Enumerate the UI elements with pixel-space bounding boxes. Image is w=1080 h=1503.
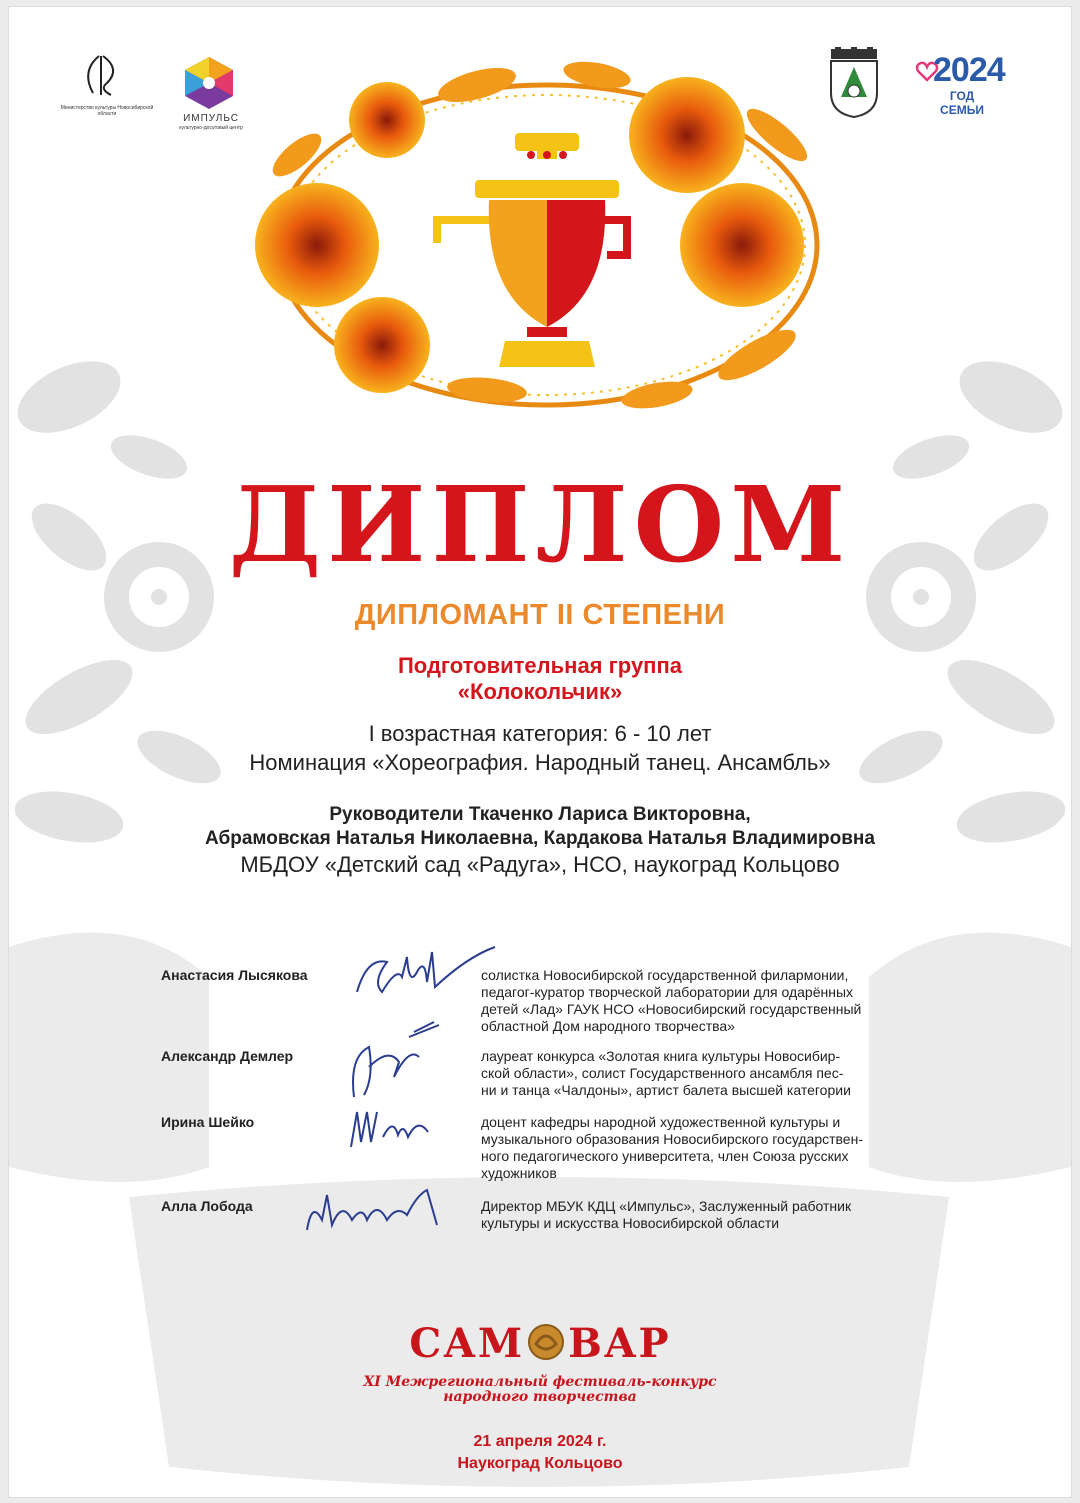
signature-1-icon [347,937,497,1007]
jury-desc-2-line: ской области», солист Государственного ансамбля пес- [481,1065,844,1081]
diploma-title: ДИПЛОМ [228,463,852,586]
jury-desc-3-line: ного педагогического университета, член Союза русских [481,1148,849,1164]
jury-desc-1-line: областной Дом народного творчества» [481,1018,735,1034]
group-name [9,653,1071,705]
signature-3-icon [343,1097,433,1157]
jury-desc-1 [481,967,951,1035]
ministry-logo-caption: Министерство культуры Новосибирской области [60,105,154,117]
pretzel-icon [526,1322,566,1362]
group-line-2: «Колокольчик» [457,679,623,704]
jury-desc-2-line: лауреат конкурса «Золотая книга культуры Новосибир- [481,1048,841,1064]
leaders-line-1: Руководители Ткаченко Лариса Викторовна, [329,804,751,825]
jury-desc-3-line: художников [481,1165,557,1181]
jury-desc-1-line: солистка Новосибирской государственной филармонии, [481,967,849,983]
impulse-logo-icon [181,55,237,111]
jury-name-2: Александр Демлер [161,1048,294,1064]
jury-name-3: Ирина Шейко [161,1114,255,1130]
signature-4-icon [297,1175,447,1245]
event-place: Наукоград Кольцово [457,1455,623,1472]
jury-desc-3 [481,1114,951,1182]
khokhloma-wreath-icon [237,45,857,425]
event-date: 21 апреля 2024 г. [473,1433,607,1450]
jury-name-1: Анастасия Лысякова [161,967,308,983]
jury-desc-3-line: доцент кафедры народной художественной культуры и [481,1114,841,1130]
jury-desc-4-line: культуры и искусства Новосибирской области [481,1215,780,1231]
samovar-logo-part1: САМ [409,1320,525,1367]
samovar-festival-logo [9,1320,1071,1367]
jury-name-4: Алла Лобода [161,1198,253,1214]
jury-desc-2-line: ни и танца «Чалдоны», артист балета высшей категории [481,1082,851,1098]
leaders-line-2: Абрамовская Наталья Николаевна, Кардакова Наталья Владимировна [205,828,875,849]
age-category: I возрастная категория: 6 - 10 лет [368,721,712,746]
group-line-1: Подготовительная группа [397,653,682,678]
jury-desc-4-line: Директор МБУК КДЦ «Импульс», Заслуженный работник [481,1198,852,1214]
signature-2-icon [339,1017,449,1107]
jury-desc-1-line: педагог-куратор творческой лаборатории для одарённых [481,984,854,1000]
impulse-logo-name: ИМПУЛЬС [183,113,239,124]
samovar-logo-part2: ВАР [568,1320,671,1367]
festival-line-2: народного творчества [443,1389,637,1405]
date-place [9,1431,1071,1475]
jury-desc-1-line: детей «Лад» ГАУК НСО «Новосибирский государственный [481,1001,862,1017]
ministry-logo-icon [71,51,141,101]
organization: МБДОУ «Детский сад «Радуга», НСО, наукоград Кольцово [240,852,840,877]
nomination: Номинация «Хореография. Народный танец. Ансамбль» [249,750,831,775]
diploma-page [8,6,1072,1498]
leaders-block [9,803,1071,878]
festival-line-1: XI Межрегиональный фестиваль-конкурс [363,1374,717,1390]
jury-desc-3-line: музыкального образования Новосибирского государствен- [481,1131,863,1147]
festival-caption [9,1375,1071,1405]
jury-desc-4 [481,1198,951,1232]
year-of-family-caption: ГОД СЕМЬИ [940,89,984,117]
diploma-degree: ДИПЛОМАНТ II СТЕПЕНИ [354,599,726,631]
impulse-logo-sub: культурно-досуговый центр [179,125,243,131]
year-of-family-number: 2024 [933,51,1005,89]
jury-desc-2 [481,1048,951,1099]
category-block [9,719,1071,777]
